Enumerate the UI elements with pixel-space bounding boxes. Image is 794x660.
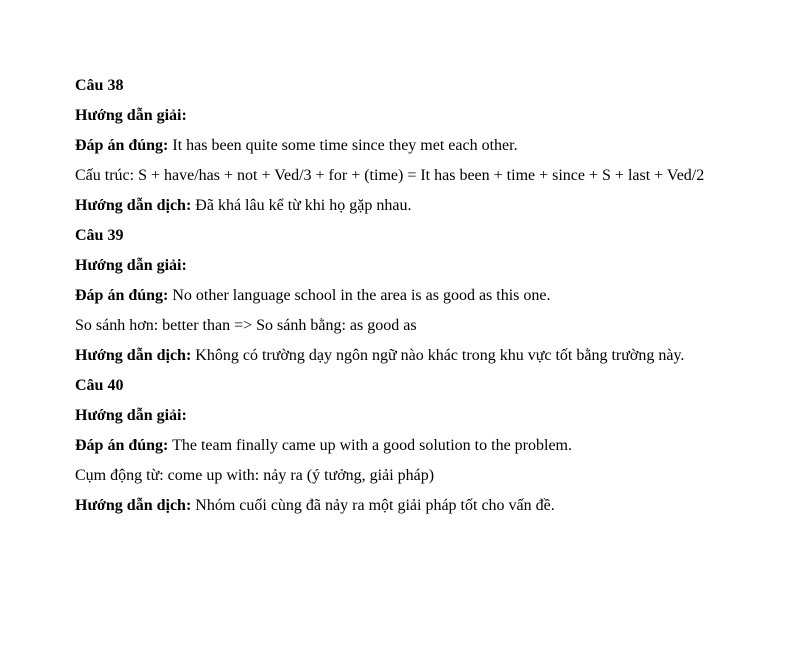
solution-guide-heading (75, 401, 719, 431)
document-content (75, 71, 719, 521)
translation-text: Đã khá lâu kể từ khi họ gặp nhau. (191, 197, 412, 214)
correct-answer-paragraph (75, 431, 719, 461)
question-heading-label: Câu 40 (75, 377, 124, 394)
translation-label: Hướng dẫn dịch: (75, 497, 192, 514)
comparison-note-text: So sánh hơn: better than => So sánh bằng: as good as (75, 317, 417, 334)
translation-paragraph (75, 341, 719, 371)
translation-text: Không có trường dạy ngôn ngữ nào khác trong khu vực tốt bằng trường này. (191, 347, 685, 364)
question-heading-label: Câu 38 (75, 77, 124, 94)
solution-guide-label: Hướng dẫn giải: (75, 407, 187, 424)
question-heading-label: Câu 39 (75, 227, 124, 244)
correct-answer-label: Đáp án đúng: (75, 287, 169, 304)
correct-answer-label: Đáp án đúng: (75, 437, 169, 454)
correct-answer-paragraph (75, 281, 719, 311)
correct-answer-text: The team finally came up with a good solution to the problem. (168, 437, 572, 454)
question-heading-38 (75, 71, 719, 101)
translation-label: Hướng dẫn dịch: (75, 347, 192, 364)
correct-answer-label: Đáp án đúng: (75, 137, 169, 154)
translation-text: Nhóm cuối cùng đã nảy ra một giải pháp tốt cho vấn đề. (191, 497, 555, 514)
question-heading-40 (75, 371, 719, 401)
translation-paragraph (75, 491, 719, 521)
solution-guide-label: Hướng dẫn giải: (75, 257, 187, 274)
phrasal-verb-note-text: Cụm động từ: come up with: nảy ra (ý tưởng, giải pháp) (75, 467, 435, 484)
correct-answer-text: It has been quite some time since they met each other. (168, 137, 518, 154)
translation-label: Hướng dẫn dịch: (75, 197, 192, 214)
solution-guide-heading (75, 101, 719, 131)
correct-answer-text: No other language school in the area is as good as this one. (168, 287, 551, 304)
solution-guide-heading (75, 251, 719, 281)
translation-paragraph (75, 191, 719, 221)
question-heading-39 (75, 221, 719, 251)
solution-guide-label: Hướng dẫn giải: (75, 107, 187, 124)
structure-paragraph (75, 161, 719, 191)
correct-answer-paragraph (75, 131, 719, 161)
comparison-note-paragraph (75, 311, 719, 341)
phrasal-verb-note-paragraph (75, 461, 719, 491)
structure-text: Cấu trúc: S + have/has + not + Ved/3 + for + (time) = It has been + time + since + S + last + Ved/2 (75, 167, 705, 184)
